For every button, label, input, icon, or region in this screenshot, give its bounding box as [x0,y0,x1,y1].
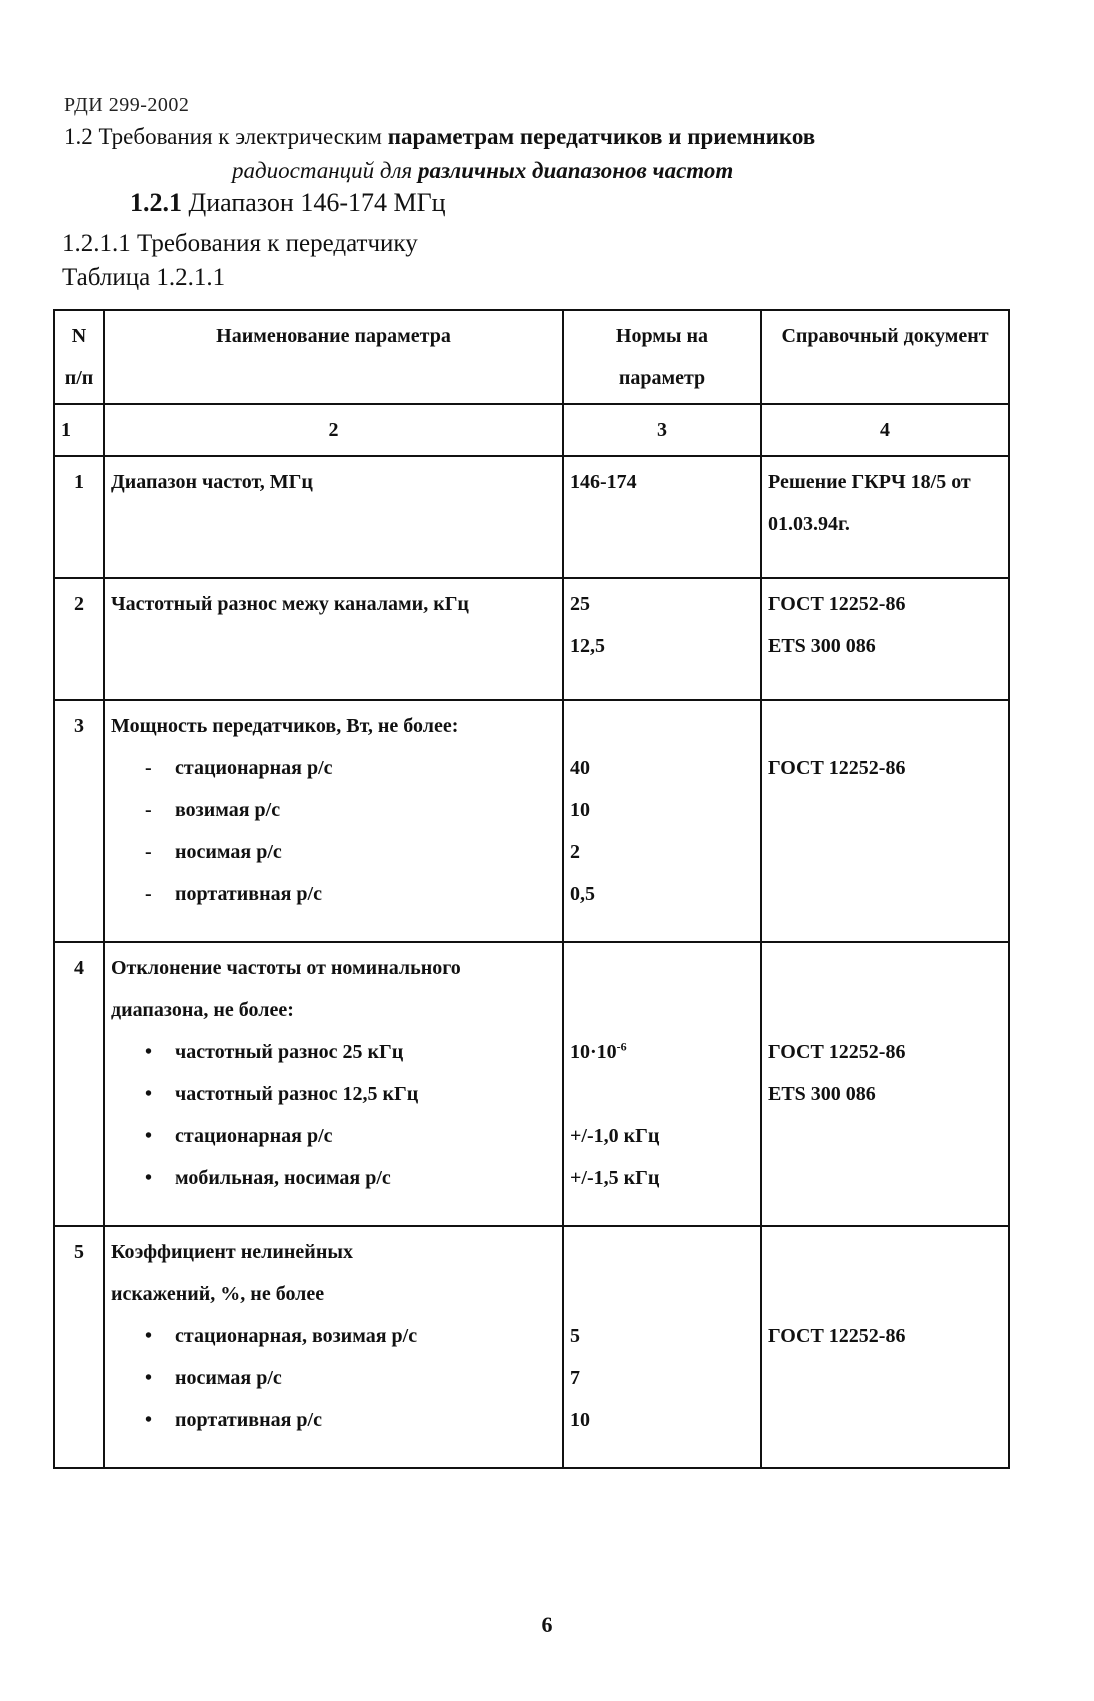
list-item [111,1315,556,1357]
list-item-text: частотный разнос 12,5 кГц [175,1083,419,1105]
row-norm-value: +/-1,0 кГц [570,1125,660,1147]
section-1-2-1-1-heading: 1.2.1.1 Требования к передатчику [62,230,418,257]
section-1-2-1-text: Диапазон 146-174 МГц [188,188,446,217]
row-norm [563,1226,761,1468]
section-1-2-heading [64,124,815,150]
page-number: 6 [541,1612,553,1637]
list-item-text: частотный разнос 25 кГц [175,1041,404,1063]
list-item-text: стационарная, возимая р/с [175,1325,418,1347]
col-number-2: 2 [104,404,563,456]
row-reference-doc [761,700,1009,942]
section-1-2-cont-bold: различных диапазонов частот [418,158,734,183]
list-item [111,789,556,831]
row-norm [563,942,761,1226]
header-doc: Справочный документ [781,325,989,347]
row-parameter-name: Диапазон частот, МГц [104,456,563,578]
col-number-3: 3 [563,404,761,456]
row-norm-value: 10 [570,799,590,821]
table-row [54,1226,1009,1468]
column-number-row [54,404,1009,456]
row-number: 2 [54,578,104,700]
row-norm-value [570,1031,754,1073]
list-item [111,831,556,873]
row-doc-line1: ГОСТ 12252-86 [768,1041,906,1063]
header-norm-cell [563,310,761,404]
table-row [54,578,1009,700]
list-item [111,747,556,789]
row-doc-line1: ГОСТ 12252-86 [768,1325,906,1347]
table-row [54,456,1009,578]
row-doc-line1: ГОСТ 12252-86 [768,593,906,615]
transmitter-requirements-table [53,309,1010,1469]
bullet-marker: • [145,1167,153,1189]
row-reference-doc [761,578,1009,700]
bullet-marker: • [145,1367,153,1389]
list-item [111,1357,556,1399]
dash-marker: - [145,841,152,863]
header-doc-cell [761,310,1009,404]
row-norm [563,700,761,942]
section-1-2-cont-italic: радиостанций для [232,158,418,183]
list-item [111,1031,556,1073]
row-parameter-title: Коэффициент нелинейных [111,1241,353,1263]
row-parameter-name [104,700,563,942]
dash-marker: - [145,883,152,905]
section-1-2-prefix: 1.2 Требования к электрическим [64,124,388,149]
header-name-cell [104,310,563,404]
list-item [111,1115,556,1157]
table-caption: Таблица 1.2.1.1 [62,264,226,291]
row-reference-doc [761,1226,1009,1468]
row-norm: 146-174 [563,456,761,578]
row-parameter-title: Отклонение частоты от номинального [111,957,461,979]
row-number: 3 [54,700,104,942]
row-norm-value: 10 [570,1409,590,1431]
row-reference-doc [761,942,1009,1226]
row-norm [563,578,761,700]
row-doc-line1: Решение ГКРЧ 18/5 от [768,471,971,493]
norm-exponent: -6 [616,1039,627,1054]
row-number: 4 [54,942,104,1226]
list-item [111,1399,556,1441]
row-norm-value: 5 [570,1325,580,1347]
row-parameter-title-cont: диапазона, не более: [111,999,294,1021]
list-item [111,1073,556,1115]
header-name: Наименование параметра [216,325,451,347]
bullet-marker: • [145,1125,153,1147]
norm-base: 10·10 [570,1041,617,1063]
col-number-4: 4 [761,404,1009,456]
list-item [111,873,556,915]
row-doc-line2: 01.03.94г. [768,513,850,535]
row-norm-value: 0,5 [570,883,595,905]
table-row [54,942,1009,1226]
list-item-text: носимая р/с [175,1367,282,1389]
row-norm-value: 2 [570,841,580,863]
list-item-text: стационарная р/с [175,757,333,779]
list-item-text: портативная р/с [175,1409,322,1431]
header-number-line2: п/п [64,367,94,389]
bullet-marker: • [145,1083,153,1105]
row-parameter-name [104,942,563,1226]
list-item-text: стационарная р/с [175,1125,333,1147]
row-parameter-name: Частотный разнос межу каналами, кГц [104,578,563,700]
row-norm-value: 7 [570,1367,580,1389]
bullet-marker: • [145,1409,153,1431]
section-1-2-heading-continued [232,158,733,184]
section-1-2-bold: параметрам передатчиков и приемников [387,124,816,149]
row-parameter-title: Мощность передатчиков, Вт, не более: [111,715,459,737]
col-number-1: 1 [54,404,104,456]
row-doc-line2: ETS 300 086 [768,1083,876,1105]
list-item-text: возимая р/с [175,799,281,821]
list-item [111,1157,556,1199]
list-item-text: портативная р/с [175,883,322,905]
section-1-2-1-number: 1.2.1 [130,188,182,217]
list-item-text: мобильная, носимая р/с [175,1167,391,1189]
row-parameter-title-cont: искажений, %, не более [111,1283,325,1305]
row-number: 1 [54,456,104,578]
table-header-row [54,310,1009,404]
row-norm-line1: 25 [570,593,590,615]
row-norm-value: 40 [570,757,590,779]
row-number: 5 [54,1226,104,1468]
list-item-text: носимая р/с [175,841,282,863]
bullet-marker: • [145,1041,153,1063]
header-norm-line2: параметр [618,367,706,389]
dash-marker: - [145,799,152,821]
row-reference-doc [761,456,1009,578]
header-number-line1: N [71,325,87,347]
header-number-cell [54,310,104,404]
table-row [54,700,1009,942]
dash-marker: - [145,757,152,779]
document-code: РДИ 299-2002 [64,94,190,116]
row-parameter-name [104,1226,563,1468]
row-norm-value: +/-1,5 кГц [570,1167,660,1189]
row-doc-line2: ETS 300 086 [768,635,876,657]
row-doc-line1: ГОСТ 12252-86 [768,757,906,779]
bullet-marker: • [145,1325,153,1347]
row-norm-line2: 12,5 [570,635,605,657]
header-norm-line1: Нормы на [615,325,709,347]
section-1-2-1-heading [130,188,446,218]
